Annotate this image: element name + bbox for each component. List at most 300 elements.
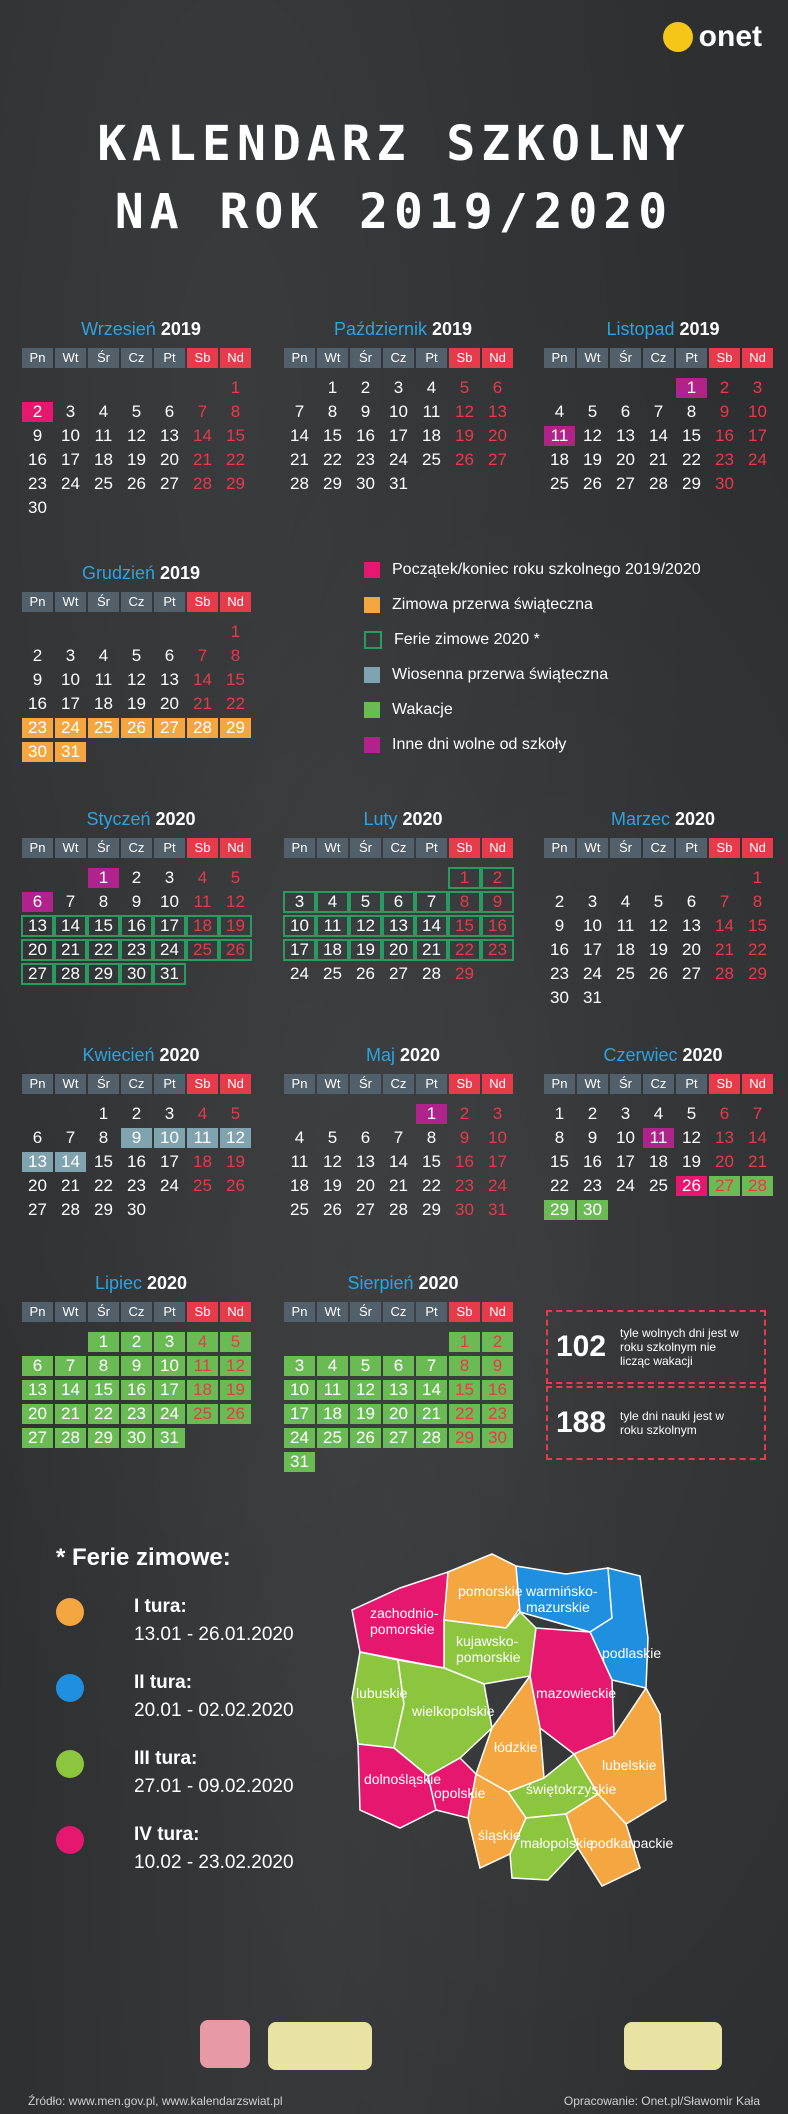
day-cell: 11	[317, 916, 348, 936]
day-cell: 5	[220, 1332, 251, 1352]
day-cell: 14	[55, 1380, 86, 1400]
empty-cell	[544, 868, 575, 888]
day-cell: 23	[583, 1176, 602, 1195]
weekday-label: Cz	[121, 1302, 152, 1322]
day-cell: 19	[220, 916, 251, 936]
empty-cell	[317, 1332, 348, 1352]
day-cell: 23	[121, 1404, 152, 1424]
weekday-label: Wt	[577, 1074, 608, 1094]
day-cell: 8	[554, 1128, 565, 1147]
day-cell: 9	[459, 1128, 470, 1147]
weekday-label: Sb	[449, 1074, 480, 1094]
weekday-label: Wt	[55, 1302, 86, 1322]
title-line-2: NA ROK 2019/2020	[114, 184, 674, 240]
day-cell: 9	[719, 402, 730, 421]
month-year: 2019	[679, 319, 720, 339]
weekday-label: Pt	[154, 1302, 185, 1322]
day-cell: 24	[290, 964, 309, 983]
stat-text: tyle wolnych dni jest w roku szkolnym nie licząc wakacji	[620, 1326, 739, 1368]
tura-dot-icon	[56, 1750, 84, 1778]
day-cell: 27	[356, 1200, 375, 1219]
weekday-label: Sb	[709, 348, 740, 368]
poland-map	[340, 1548, 740, 1918]
onet-logo	[663, 20, 762, 54]
day-cell: 19	[127, 694, 146, 713]
day-cell: 31	[583, 988, 602, 1007]
month-name: Styczeń	[86, 809, 151, 829]
day-cell: 19	[583, 450, 602, 469]
day-cell: 20	[22, 940, 53, 960]
day-cell: 17	[284, 1404, 315, 1424]
day-cell: 21	[416, 1404, 447, 1424]
month-name: Luty	[363, 809, 398, 829]
label-mazowieckie: mazowieckie	[536, 1685, 617, 1701]
day-cell: 28	[187, 718, 218, 738]
day-cell: 12	[323, 1152, 342, 1171]
day-cell: 2	[482, 868, 513, 888]
day-cell: 1	[416, 1104, 447, 1124]
day-cell: 12	[649, 916, 668, 935]
weekday-label: Nd	[220, 348, 251, 368]
day-cell: 27	[22, 1428, 53, 1448]
day-cell: 20	[28, 1176, 47, 1195]
pink-chalk-piece	[200, 2020, 250, 2068]
day-cell: 25	[317, 1428, 348, 1448]
weekday-header	[284, 348, 522, 368]
day-cell: 27	[682, 964, 701, 983]
empty-cell	[22, 1332, 53, 1352]
day-cell: 3	[65, 402, 76, 421]
legend-swatch	[364, 631, 382, 649]
month-year: 2020	[402, 809, 443, 829]
day-cell: 3	[393, 378, 404, 397]
day-cell: 26	[127, 474, 146, 493]
day-cell: 25	[649, 1176, 668, 1195]
month-name: Październik	[333, 319, 427, 339]
day-cell: 26	[220, 940, 251, 960]
day-cell: 19	[127, 450, 146, 469]
day-cell: 3	[154, 1332, 185, 1352]
weekday-label: Nd	[220, 1074, 251, 1094]
month-name: Grudzień	[81, 563, 155, 583]
legend-label: Wiosenna przerwa świąteczna	[392, 665, 609, 683]
weekday-label: Śr	[350, 1074, 381, 1094]
day-cell: 12	[583, 426, 602, 445]
day-cell: 27	[28, 1200, 47, 1219]
legend-item	[364, 587, 701, 622]
day-cell: 30	[550, 988, 569, 1007]
day-cell: 7	[294, 402, 305, 421]
month-year: 2019	[160, 563, 201, 583]
day-cell: 3	[284, 892, 315, 912]
month-title	[22, 560, 260, 586]
weekday-label: Sb	[187, 1302, 218, 1322]
day-cell: 18	[187, 916, 218, 936]
day-cell: 4	[317, 1356, 348, 1376]
day-cell: 29	[94, 1200, 113, 1219]
day-cell: 31	[488, 1200, 507, 1219]
day-cell: 1	[230, 378, 241, 397]
day-cell: 10	[61, 426, 80, 445]
empty-cell	[383, 1332, 414, 1352]
tura-dot-icon	[56, 1598, 84, 1626]
weekday-label: Pt	[154, 838, 185, 858]
onet-logo-text: onet	[698, 20, 762, 53]
weekday-header	[22, 592, 260, 612]
weekday-label: Pt	[154, 592, 185, 612]
day-cell: 14	[748, 1128, 767, 1147]
empty-cell	[383, 868, 414, 888]
days-grid	[544, 1104, 782, 1220]
day-cell: 14	[55, 916, 86, 936]
day-cell: 23	[356, 450, 375, 469]
empty-cell	[55, 378, 86, 398]
day-cell: 14	[649, 426, 668, 445]
day-cell: 25	[550, 474, 569, 493]
weekday-label: Wt	[55, 592, 86, 612]
day-cell: 16	[28, 694, 47, 713]
month-name: Marzec	[610, 809, 670, 829]
weekday-label: Pn	[22, 348, 53, 368]
days-grid	[22, 1104, 260, 1220]
label-opolskie: opolskie	[434, 1785, 486, 1801]
tura-name: III tura:	[134, 1748, 198, 1769]
day-cell: 14	[193, 426, 212, 445]
day-cell: 25	[187, 940, 218, 960]
month-name: Kwiecień	[82, 1045, 155, 1065]
weekday-label: Pt	[416, 348, 447, 368]
day-cell: 21	[193, 694, 212, 713]
day-cell: 10	[154, 1128, 185, 1148]
day-cell: 4	[554, 402, 565, 421]
day-cell: 27	[383, 1428, 414, 1448]
tura-name: IV tura:	[134, 1824, 200, 1845]
day-cell: 30	[121, 1428, 152, 1448]
day-cell: 13	[160, 670, 179, 689]
day-cell: 10	[284, 916, 315, 936]
day-cell: 21	[649, 450, 668, 469]
day-cell: 17	[488, 1152, 507, 1171]
day-cell: 2	[121, 1332, 152, 1352]
day-cell: 23	[455, 1176, 474, 1195]
weekday-label: Pn	[22, 592, 53, 612]
day-cell: 9	[131, 892, 142, 911]
day-cell: 13	[22, 1380, 53, 1400]
day-cell: 30	[22, 742, 53, 762]
day-cell: 12	[682, 1128, 701, 1147]
day-cell: 3	[620, 1104, 631, 1123]
weekday-label: Pn	[284, 1074, 315, 1094]
day-cell: 16	[121, 1380, 152, 1400]
day-cell: 30	[127, 1200, 146, 1219]
month-title	[284, 806, 522, 832]
day-cell: 24	[61, 474, 80, 493]
empty-cell	[416, 868, 447, 888]
day-cell: 18	[187, 1380, 218, 1400]
day-cell: 9	[482, 1356, 513, 1376]
day-cell: 6	[383, 1356, 414, 1376]
day-cell: 19	[350, 1404, 381, 1424]
legend-item	[364, 657, 701, 692]
weekday-label: Pt	[154, 348, 185, 368]
day-cell: 18	[94, 450, 113, 469]
day-cell: 26	[220, 1404, 251, 1424]
day-cell: 17	[284, 940, 315, 960]
label-lodzkie: łódzkie	[494, 1739, 538, 1755]
label-kujawsko: kujawsko-pomorskie	[456, 1633, 521, 1665]
day-cell: 31	[389, 474, 408, 493]
day-cell: 7	[393, 1128, 404, 1147]
day-cell: 10	[154, 1356, 185, 1376]
day-cell: 26	[676, 1176, 707, 1196]
label-wielkopolskie: wielkopolskie	[412, 1703, 495, 1719]
month-title	[22, 806, 260, 832]
day-cell: 9	[587, 1128, 598, 1147]
day-cell: 15	[748, 916, 767, 935]
day-cell: 15	[422, 1152, 441, 1171]
day-cell: 19	[323, 1176, 342, 1195]
legend-label: Początek/koniec roku szkolnego 2019/2020	[392, 560, 701, 578]
day-cell: 29	[88, 964, 119, 984]
day-cell: 12	[350, 1380, 381, 1400]
day-cell: 30	[121, 964, 152, 984]
weekday-label: Pn	[22, 1074, 53, 1094]
day-cell: 28	[61, 1200, 80, 1219]
day-cell: 30	[577, 1200, 608, 1220]
month-title	[544, 316, 782, 342]
day-cell: 15	[88, 1380, 119, 1400]
days-grid	[284, 1332, 522, 1472]
weekday-header	[284, 838, 522, 858]
day-cell: 20	[715, 1152, 734, 1171]
label-lubuskie: lubuskie	[356, 1685, 408, 1701]
month-title	[22, 1270, 260, 1296]
day-cell: 7	[719, 892, 730, 911]
day-cell: 15	[449, 1380, 480, 1400]
month-name: Wrzesień	[81, 319, 156, 339]
day-cell: 13	[682, 916, 701, 935]
tura-name: I tura:	[134, 1596, 187, 1617]
day-cell: 14	[290, 426, 309, 445]
day-cell: 28	[193, 474, 212, 493]
day-cell: 11	[422, 402, 441, 421]
weekday-label: Cz	[121, 348, 152, 368]
month-title	[544, 806, 782, 832]
day-cell: 23	[482, 940, 513, 960]
day-cell: 21	[55, 1404, 86, 1424]
day-cell: 26	[121, 718, 152, 738]
day-cell: 22	[226, 450, 245, 469]
day-cell: 30	[455, 1200, 474, 1219]
yellow-chalk-piece	[624, 2022, 722, 2070]
month-year: 2020	[418, 1273, 459, 1293]
day-cell: 10	[488, 1128, 507, 1147]
day-cell: 1	[554, 1104, 565, 1123]
day-cell: 23	[121, 940, 152, 960]
day-cell: 20	[488, 426, 507, 445]
empty-cell	[88, 622, 119, 642]
day-cell: 21	[416, 940, 447, 960]
month-calendar	[284, 316, 522, 494]
day-cell: 29	[682, 474, 701, 493]
weekday-label: Pt	[676, 838, 707, 858]
stat-number: 188	[556, 1406, 607, 1439]
day-cell: 20	[383, 940, 414, 960]
day-cell: 21	[748, 1152, 767, 1171]
day-cell: 8	[230, 646, 241, 665]
weekday-label: Pn	[544, 1074, 575, 1094]
empty-cell	[154, 622, 185, 642]
day-cell: 15	[323, 426, 342, 445]
day-cell: 12	[220, 1356, 251, 1376]
label-slaskie: śląskie	[478, 1827, 521, 1843]
day-cell: 27	[616, 474, 635, 493]
days-grid	[22, 1332, 260, 1448]
empty-cell	[154, 378, 185, 398]
day-cell: 22	[449, 1404, 480, 1424]
weekday-label: Wt	[55, 1074, 86, 1094]
month-calendar	[544, 806, 782, 1008]
tura-dates: 27.01 - 09.02.2020	[134, 1776, 294, 1797]
day-cell: 9	[121, 1128, 152, 1148]
day-cell: 29	[422, 1200, 441, 1219]
day-cell: 4	[197, 1104, 208, 1123]
weekday-label: Nd	[482, 1074, 513, 1094]
day-cell: 25	[193, 1176, 212, 1195]
legend-item	[364, 622, 701, 657]
days-grid	[22, 868, 260, 984]
stat-box-free-days	[546, 1310, 766, 1384]
day-cell: 20	[22, 1404, 53, 1424]
day-cell: 11	[643, 1128, 674, 1148]
empty-cell	[284, 1332, 315, 1352]
day-cell: 2	[32, 646, 43, 665]
tura-dates: 20.01 - 02.02.2020	[134, 1700, 294, 1721]
day-cell: 13	[383, 916, 414, 936]
month-year: 2019	[160, 319, 201, 339]
day-cell: 1	[327, 378, 338, 397]
day-cell: 15	[88, 916, 119, 936]
day-cell: 28	[422, 964, 441, 983]
day-cell: 13	[715, 1128, 734, 1147]
day-cell: 27	[154, 718, 185, 738]
day-cell: 1	[230, 622, 241, 641]
day-cell: 5	[131, 646, 142, 665]
day-cell: 18	[317, 1404, 348, 1424]
day-cell: 8	[686, 402, 697, 421]
day-cell: 24	[616, 1176, 635, 1195]
empty-cell	[577, 378, 608, 398]
day-cell: 7	[752, 1104, 763, 1123]
legend-label: Zimowa przerwa świąteczna	[392, 595, 593, 613]
weekday-label: Śr	[350, 348, 381, 368]
day-cell: 15	[226, 426, 245, 445]
day-cell: 3	[65, 646, 76, 665]
month-year: 2020	[682, 1045, 723, 1065]
day-cell: 6	[164, 646, 175, 665]
day-cell: 25	[94, 474, 113, 493]
month-title	[544, 1042, 782, 1068]
day-cell: 24	[389, 450, 408, 469]
day-cell: 14	[55, 1152, 86, 1172]
day-cell: 20	[682, 940, 701, 959]
tura-name: II tura:	[134, 1672, 193, 1693]
day-cell: 6	[686, 892, 697, 911]
day-cell: 24	[748, 450, 767, 469]
day-cell: 22	[748, 940, 767, 959]
weekday-label: Pt	[676, 348, 707, 368]
month-calendar	[544, 1042, 782, 1220]
empty-cell	[676, 868, 707, 888]
weekday-label: Cz	[383, 1302, 414, 1322]
empty-cell	[22, 378, 53, 398]
day-cell: 22	[226, 694, 245, 713]
day-cell: 26	[323, 1200, 342, 1219]
label-pomorskie: pomorskie	[458, 1583, 523, 1599]
stat-text: tyle dni nauki jest w roku szkolnym	[620, 1409, 725, 1437]
day-cell: 16	[583, 1152, 602, 1171]
weekday-label: Śr	[88, 1302, 119, 1322]
legend-swatch	[364, 737, 380, 753]
day-cell: 7	[416, 892, 447, 912]
day-cell: 19	[455, 426, 474, 445]
day-cell: 29	[88, 1428, 119, 1448]
day-cell: 17	[583, 940, 602, 959]
day-cell: 17	[616, 1152, 635, 1171]
days-grid	[22, 378, 260, 518]
day-cell: 24	[160, 1176, 179, 1195]
empty-cell	[350, 1104, 381, 1124]
day-cell: 2	[587, 1104, 598, 1123]
weekday-label: Pn	[544, 348, 575, 368]
day-cell: 10	[61, 670, 80, 689]
weekday-label: Wt	[317, 1074, 348, 1094]
day-cell: 24	[583, 964, 602, 983]
day-cell: 21	[55, 940, 86, 960]
weekday-header	[544, 1074, 782, 1094]
empty-cell	[187, 378, 218, 398]
day-cell: 23	[482, 1404, 513, 1424]
empty-cell	[284, 1104, 315, 1124]
month-calendar	[284, 1270, 522, 1472]
stat-box-learning-days	[546, 1386, 766, 1460]
day-cell: 7	[55, 1356, 86, 1376]
weekday-label: Cz	[121, 838, 152, 858]
day-cell: 11	[187, 1128, 218, 1148]
day-cell: 16	[715, 426, 734, 445]
weekday-label: Wt	[317, 348, 348, 368]
day-cell: 12	[220, 1128, 251, 1148]
day-cell: 13	[488, 402, 507, 421]
legend-swatch	[364, 597, 380, 613]
month-calendar	[22, 560, 260, 762]
weekday-label: Wt	[577, 348, 608, 368]
day-cell: 29	[449, 1428, 480, 1448]
day-cell: 11	[193, 892, 212, 911]
day-cell: 18	[317, 940, 348, 960]
month-calendar	[22, 806, 260, 984]
legend	[364, 552, 701, 762]
day-cell: 3	[164, 1104, 175, 1123]
day-cell: 22	[323, 450, 342, 469]
day-cell: 27	[160, 474, 179, 493]
day-cell: 26	[356, 964, 375, 983]
day-cell: 8	[327, 402, 338, 421]
day-cell: 22	[550, 1176, 569, 1195]
footer-author: Opracowanie: Onet.pl/Sławomir Kała	[563, 2094, 760, 2108]
day-cell: 1	[449, 1332, 480, 1352]
day-cell: 18	[550, 450, 569, 469]
